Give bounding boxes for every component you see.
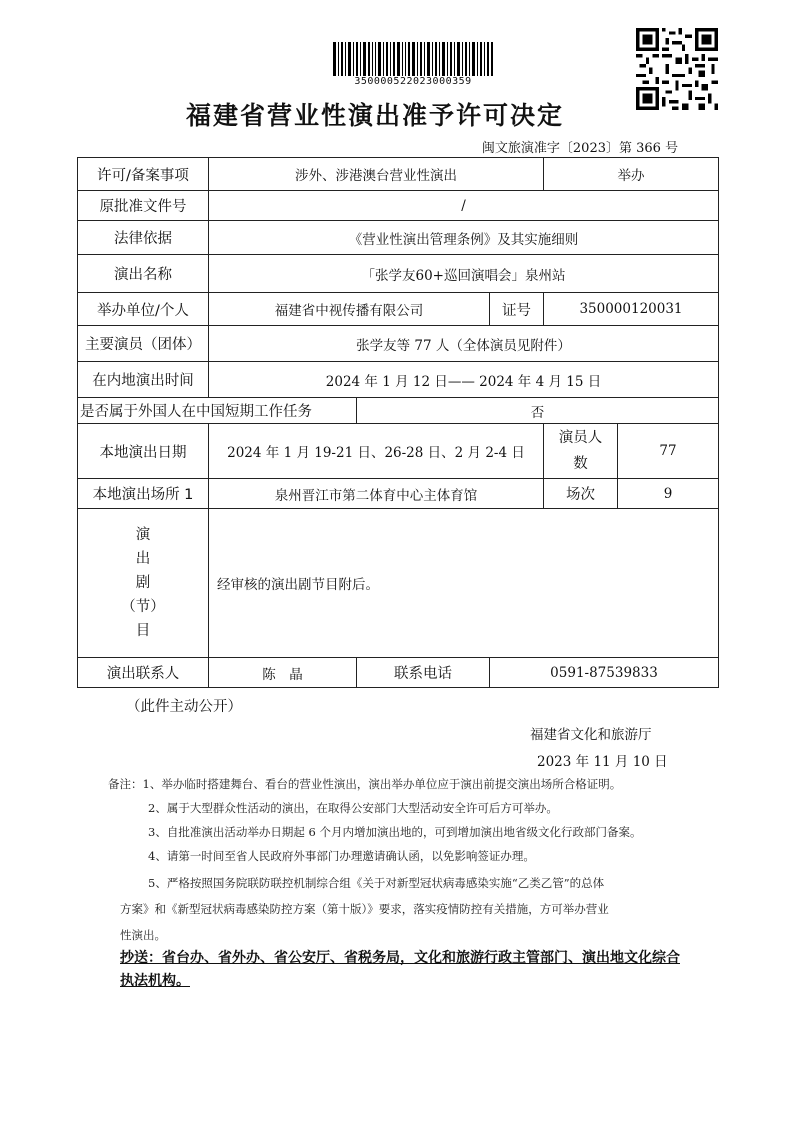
permit-item-type: 举办	[544, 158, 719, 191]
document-title: 福建省营业性演出准予许可决定	[185, 101, 564, 130]
table-row	[78, 509, 719, 658]
table-row	[78, 398, 719, 424]
permit-item-value: 涉外、涉港澳台营业性演出	[209, 158, 544, 191]
original-doc-value: /	[209, 191, 719, 221]
foreigner-work-value: 否	[357, 398, 719, 424]
remark-3: 3、自批准演出活动举办日期起 6 个月内增加演出地的，可到增加演出地省级文化行政部门备案。	[148, 825, 642, 839]
license-number-label: 证号	[490, 293, 544, 326]
remark-5-line3: 性演出。	[120, 928, 166, 942]
program-label-char: 出	[135, 551, 151, 567]
contact-phone-label: 联系电话	[357, 658, 490, 688]
foreigner-work-label: 是否属于外国人在中国短期工作任务	[78, 398, 357, 424]
program-label-char: （节）	[121, 599, 165, 615]
original-doc-label: 原批准文件号	[78, 191, 209, 221]
program-label-char: 剧	[135, 575, 151, 591]
organizer-value: 福建省中视传播有限公司	[209, 293, 490, 326]
remark-5-line2: 方案》和《新型冠状病毒感染防控方案（第十版）》要求，落实疫情防控有关措施，方可举办营业	[120, 902, 609, 916]
permit-item-label: 许可/备案事项	[78, 158, 209, 191]
table-row	[78, 362, 719, 398]
main-performers-label: 主要演员（团体）	[78, 326, 209, 362]
issuing-authority: 福建省文化和旅游厅	[530, 727, 652, 743]
remark-4: 4、请第一时间至省人民政府外事部门办理邀请确认函，以免影响签证办理。	[148, 849, 535, 863]
table-row	[78, 479, 719, 509]
sessions-label: 场次	[544, 479, 618, 509]
table-row	[78, 658, 719, 688]
show-name-label: 演出名称	[78, 255, 209, 293]
table-row	[78, 221, 719, 255]
document-number: 闽文旅演准字〔2023〕第 366 号	[460, 137, 700, 158]
program-label	[78, 509, 209, 658]
table-row	[78, 424, 719, 479]
legal-basis-value: 《营业性演出管理条例》及其实施细则	[209, 221, 719, 255]
performer-count-label	[544, 424, 618, 479]
main-performers-value: 张学友等 77 人（全体演员见附件）	[209, 326, 719, 362]
program-value: 经审核的演出剧节目附后。	[209, 509, 719, 658]
performer-count-label-line2: 数	[573, 456, 588, 472]
cc-recipients: 抄送：省台办、省外办、省公安厅、省税务局，文化和旅游行政主管部门、演出地文化综合执法机构。	[120, 950, 680, 989]
organizer-label: 举办单位/个人	[78, 293, 209, 326]
program-label-char: 目	[135, 623, 151, 639]
show-name-value: 「张学友60+巡回演唱会」泉州站	[209, 255, 719, 293]
mainland-period-label: 在内地演出时间	[78, 362, 209, 398]
contact-person-value: 陈 晶	[209, 658, 357, 688]
table-row	[78, 158, 719, 191]
permit-table	[77, 157, 719, 688]
contact-phone-value: 0591-87539833	[490, 658, 719, 688]
public-disclosure-note: （此件主动公开）	[126, 699, 242, 715]
table-row	[78, 293, 719, 326]
remark-1: 备注：1、举办临时搭建舞台、看台的营业性演出，演出举办单位应于演出前提交演出场所合格证明。	[108, 777, 622, 791]
remark-2: 2、属于大型群众性活动的演出，在取得公安部门大型活动安全许可后方可举办。	[148, 801, 558, 815]
table-row	[78, 326, 719, 362]
program-label-char: 演	[135, 527, 151, 543]
table-row	[78, 191, 719, 221]
local-dates-label: 本地演出日期	[78, 424, 209, 479]
local-dates-value: 2024 年 1 月 19-21 日、26-28 日、2 月 2-4 日	[209, 424, 544, 479]
contact-person-label: 演出联系人	[78, 658, 209, 688]
venue-value: 泉州晋江市第二体育中心主体育馆	[209, 479, 544, 509]
license-number-value: 350000120031	[544, 293, 719, 326]
mainland-period-value: 2024 年 1 月 12 日—— 2024 年 4 月 15 日	[209, 362, 719, 398]
barcode	[333, 42, 493, 76]
sessions-value: 9	[618, 479, 719, 509]
performer-count-label-line1: 演员人	[558, 430, 603, 446]
table-row	[78, 255, 719, 293]
legal-basis-label: 法律依据	[78, 221, 209, 255]
issue-date: 2023 年 11 月 10 日	[537, 754, 668, 770]
remark-5-line1: 5、严格按照国务院联防联控机制综合组《关于对新型冠状病毒感染实施“乙类乙管”的总体	[148, 876, 605, 890]
venue-label: 本地演出场所 1	[78, 479, 209, 509]
barcode-number: 350000522023000359	[354, 76, 472, 87]
performer-count-value: 77	[618, 424, 719, 479]
